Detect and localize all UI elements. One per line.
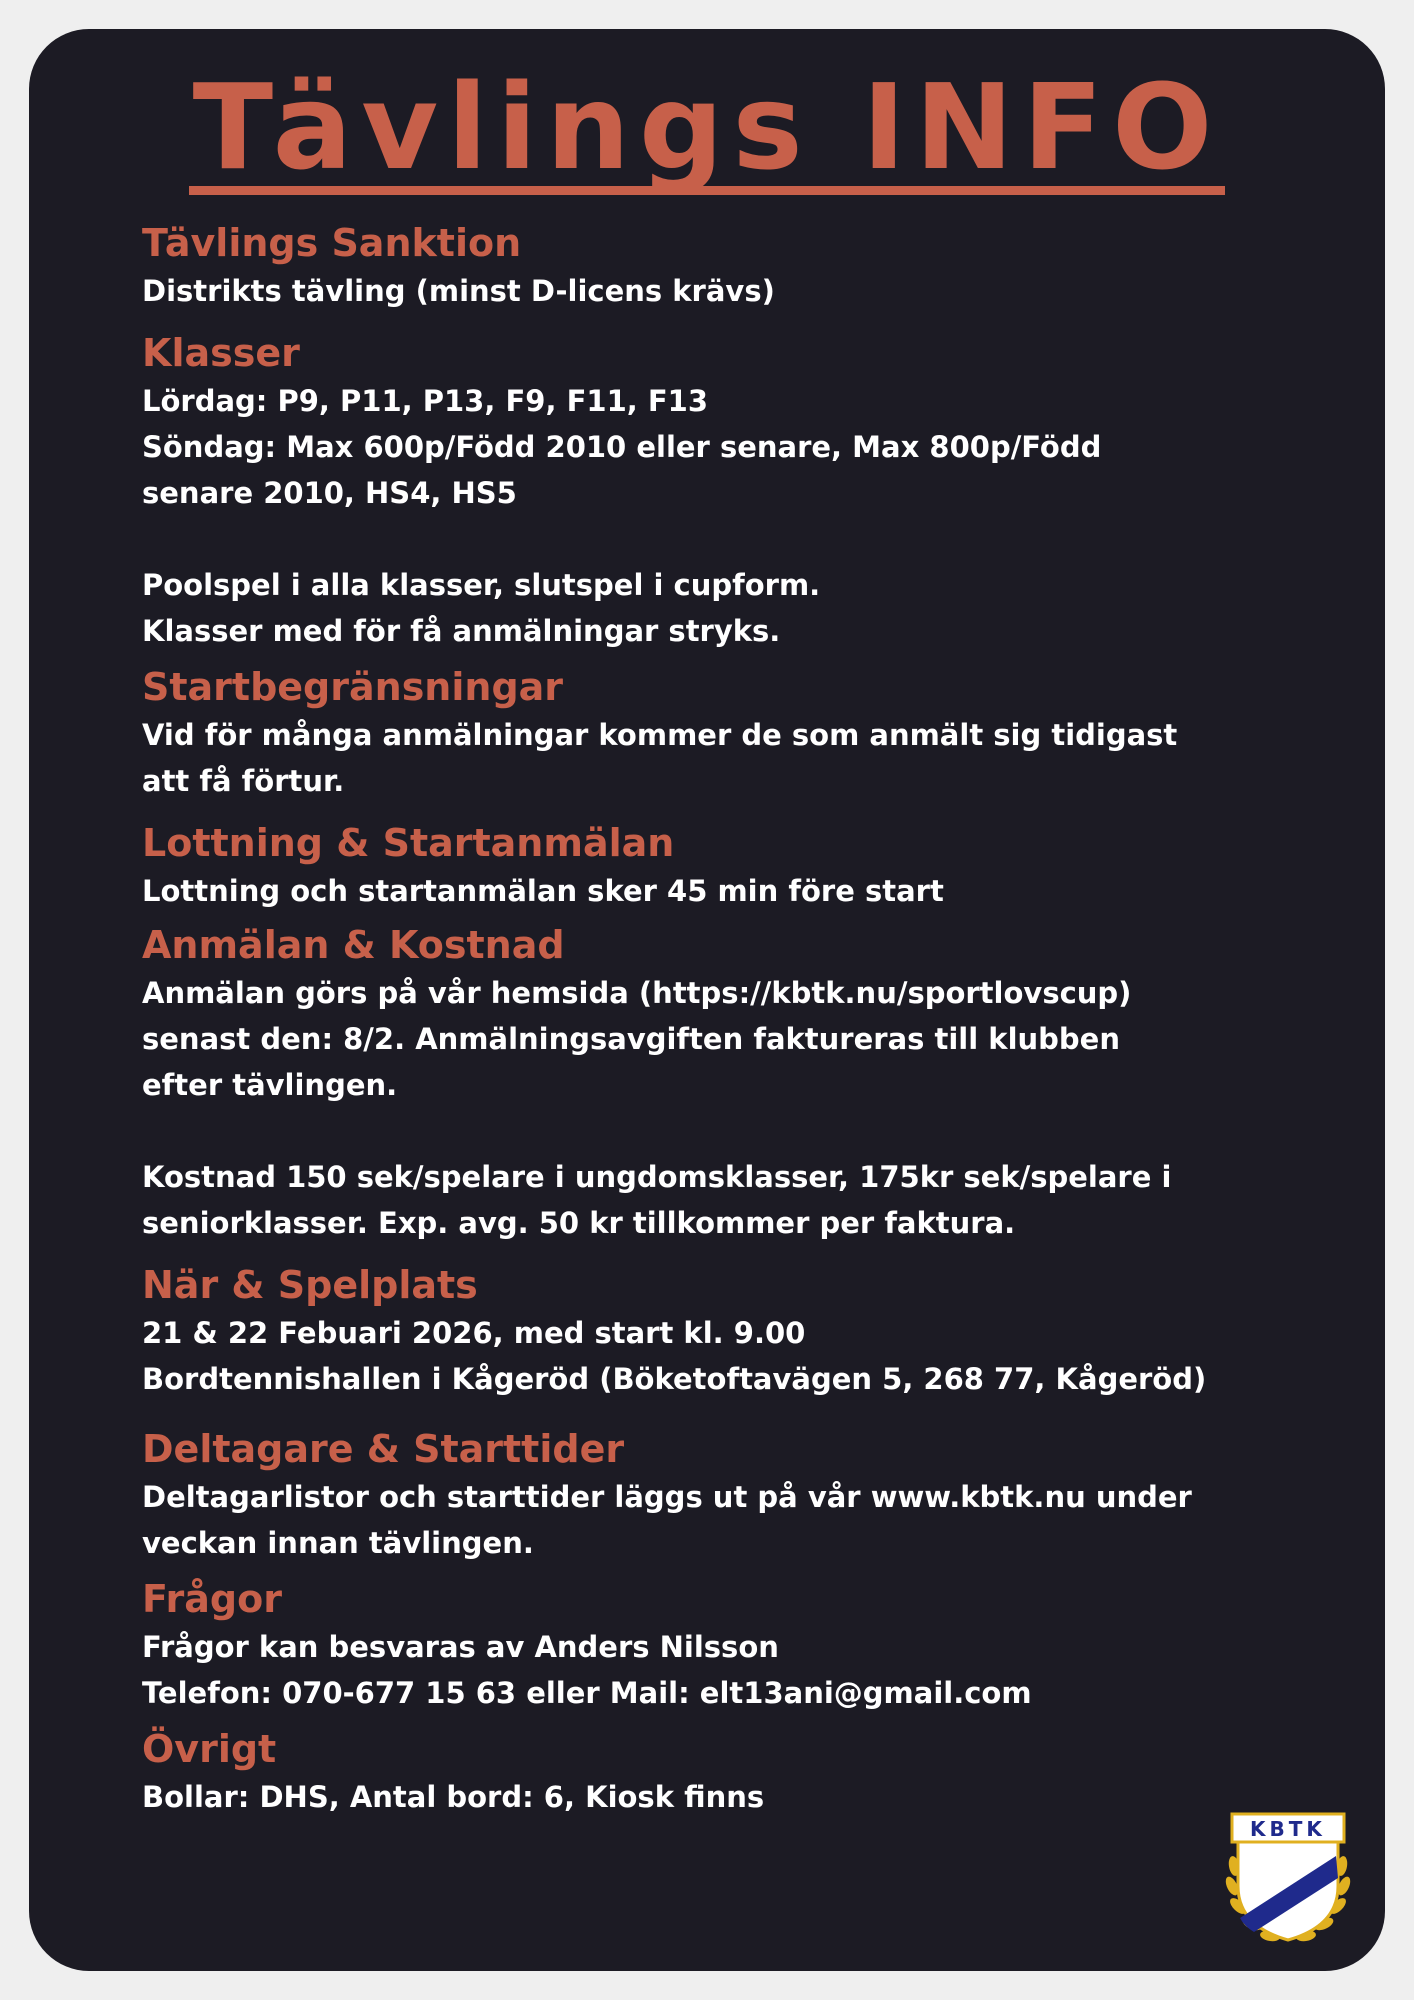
section-text: att få förtur. [142,764,345,798]
section-heading: Klasser [142,331,300,375]
section-text: Söndag: Max 600p/Född 2010 eller senare, Max 800p/Född [142,430,1102,464]
section-nar [142,1260,1222,1402]
section-text: Deltagarlistor och starttider läggs ut på vår www.kbtk.nu under [142,1480,1192,1514]
paragraph-gap [142,1108,1222,1154]
section-deltagare [142,1424,1222,1566]
kbtk-logo-icon [1224,1808,1352,1948]
info-content [142,218,1222,1820]
section-text: Kostnad 150 sek/spelare i ungdomsklasser, 175kr sek/spelare i [142,1160,1172,1194]
section-text: Bordtennishallen i Kågeröd (Böketoftavägen 5, 268 77, Kågeröd) [142,1362,1207,1396]
section-text: Distrikts tävling (minst D-licens krävs) [142,274,775,308]
kbtk-logo [1224,1808,1352,1948]
section-text: Telefon: 070-677 15 63 eller Mail: elt13ani@gmail.com [142,1676,1032,1710]
section-text: efter tävlingen. [142,1068,398,1102]
section-heading: Deltagare & Starttider [142,1427,625,1471]
section-text: Vid för många anmälningar kommer de som anmält sig tidigast [142,718,1178,752]
section-text: Poolspel i alla klasser, slutspel i cupform. [142,568,821,602]
section-lottning [142,818,1222,914]
section-text: Lottning och startanmälan sker 45 min före start [142,874,944,908]
section-text: Lördag: P9, P11, P13, F9, F11, F13 [142,384,709,418]
section-heading: Anmälan & Kostnad [142,923,565,967]
section-text: Frågor kan besvaras av Anders Nilsson [142,1630,779,1664]
section-klasser [142,328,1222,654]
section-text: 21 & 22 Febuari 2026, med start kl. 9.00 [142,1316,806,1350]
page-title [0,58,1414,196]
section-anmalan [142,920,1222,1246]
section-heading: När & Spelplats [142,1263,478,1307]
paragraph-gap [142,516,1222,562]
section-fragor [142,1574,1222,1716]
section-text: Klasser med för få anmälningar stryks. [142,614,781,648]
section-text: seniorklasser. Exp. avg. 50 kr tillkommer per faktura. [142,1206,1016,1240]
logo-text: KBTK [1250,1817,1326,1841]
section-text: senare 2010, HS4, HS5 [142,476,517,510]
section-ovrigt [142,1724,1222,1820]
section-text: Anmälan görs på vår hemsida (https://kbtk.nu/sportlovscup) [142,976,1132,1010]
section-heading: Övrigt [142,1727,277,1771]
section-text: Bollar: DHS, Antal bord: 6, Kiosk finns [142,1780,765,1814]
section-heading: Tävlings Sanktion [142,221,522,265]
section-startbegransningar [142,662,1222,804]
section-heading: Startbegränsningar [142,665,564,709]
section-heading: Lottning & Startanmälan [142,821,675,865]
section-text: senast den: 8/2. Anmälningsavgiften faktureras till klubben [142,1022,1120,1056]
section-text: veckan innan tävlingen. [142,1526,534,1560]
section-sanktion [142,218,1222,314]
page-title-text: Tävlings INFO [189,68,1226,195]
section-heading: Frågor [142,1577,282,1621]
